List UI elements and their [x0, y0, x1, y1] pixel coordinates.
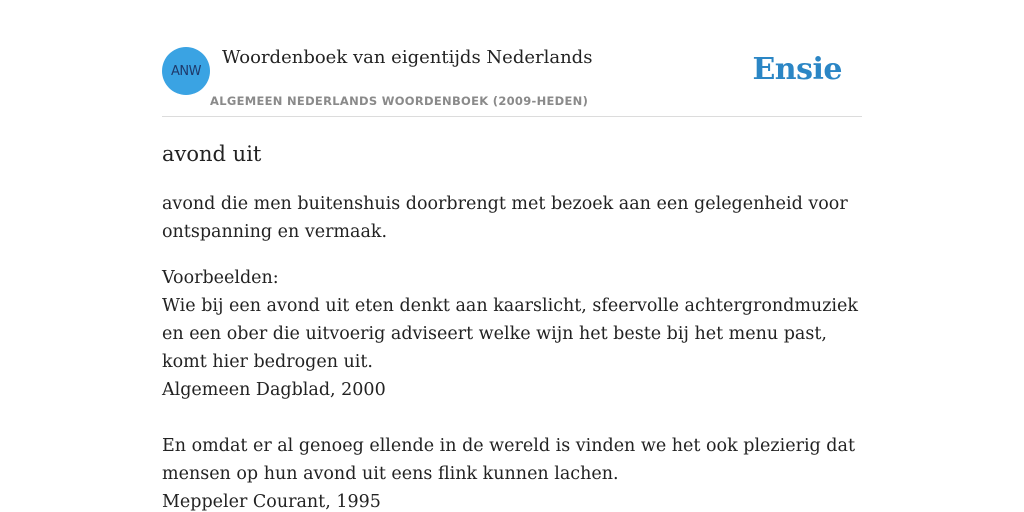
- anw-logo[interactable]: [162, 47, 210, 95]
- examples-heading: Voorbeelden:: [162, 268, 279, 288]
- example-source: Meppeler Courant, 1995: [162, 492, 381, 512]
- ensie-brand-link[interactable]: Ensie: [752, 52, 842, 87]
- example-text: En omdat er al genoeg ellende in de wereld is vinden we het ook plezierig dat mensen op hun avond uit eens flink kunnen lachen.: [162, 436, 855, 484]
- entry-content: [162, 138, 862, 512]
- example-item: [162, 432, 862, 512]
- example-item: [162, 292, 862, 404]
- site-header: [162, 44, 862, 117]
- example-text: Wie bij een avond uit eten denkt aan kaarslicht, sfeervolle achtergrondmuziek en een ober die uitvoerig adviseert welke wijn het beste bij het menu past, komt hier bedrogen uit.: [162, 296, 858, 372]
- logo-text: ANW: [171, 63, 201, 79]
- site-title[interactable]: Woordenboek van eigentijds Nederlands: [222, 47, 593, 68]
- site-subtitle: ALGEMEEN NEDERLANDS WOORDENBOEK (2009-HEDEN): [210, 94, 589, 108]
- example-source: Algemeen Dagblad, 2000: [162, 380, 386, 400]
- entry-headword: avond uit: [162, 142, 262, 166]
- entry-definition: avond die men buitenshuis doorbrengt met bezoek aan een gelegenheid voor ontspanning en vermaak.: [162, 194, 848, 242]
